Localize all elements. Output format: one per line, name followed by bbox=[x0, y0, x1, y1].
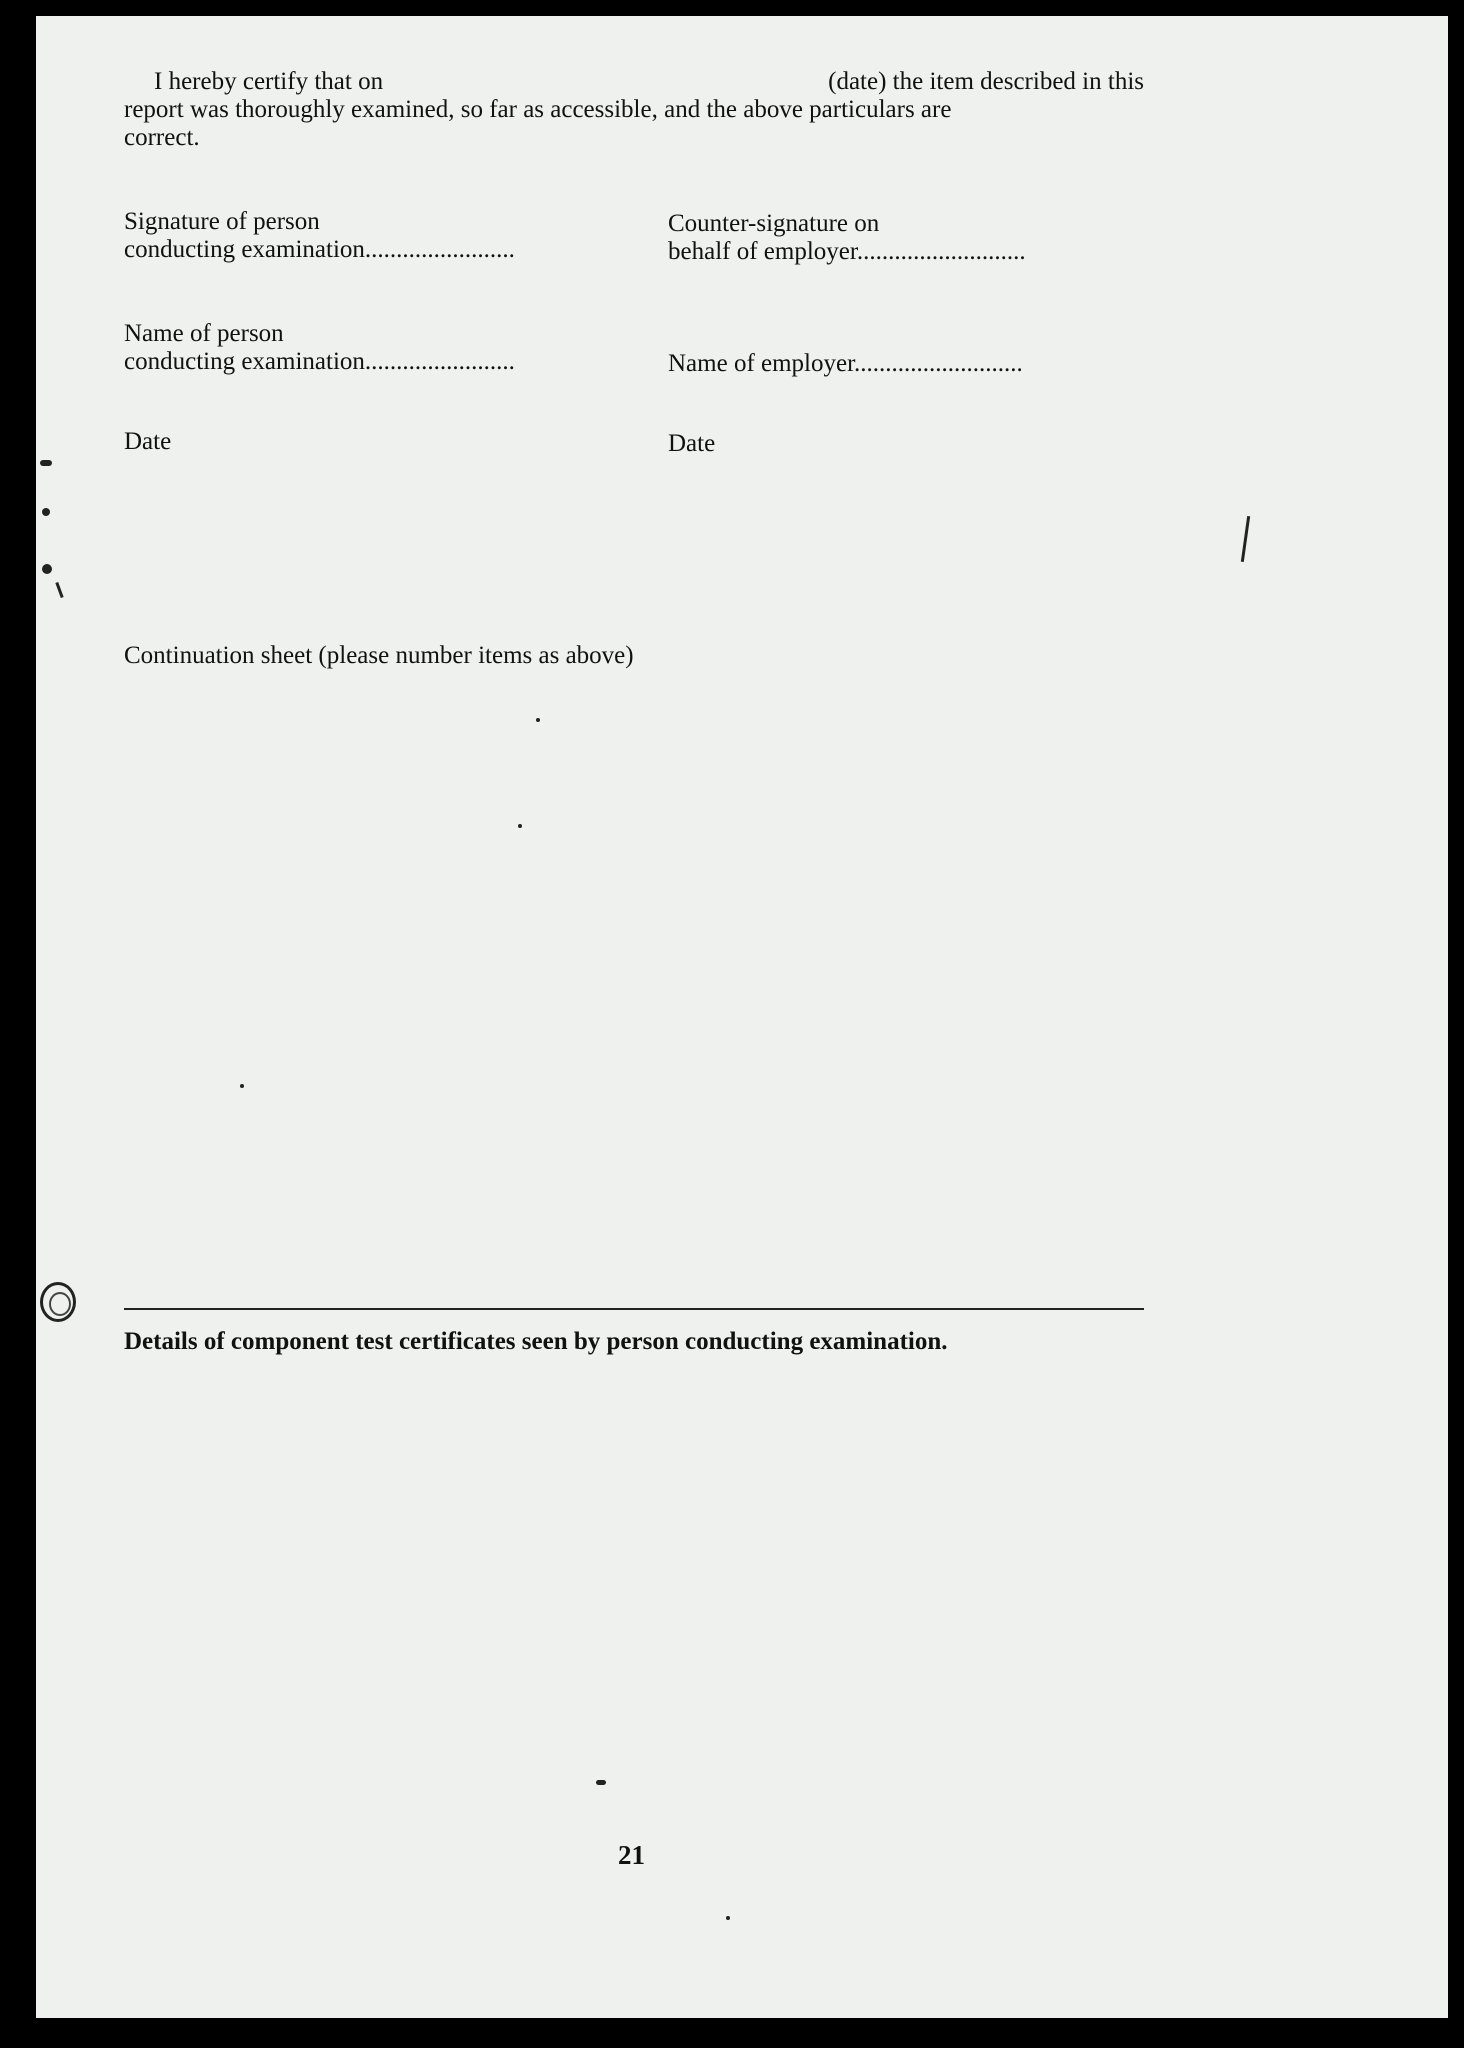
employer-name-label: Name of employer........................... bbox=[668, 350, 1023, 377]
counter-signature-label-line-1: Counter-signature on bbox=[668, 210, 880, 237]
signature-label-line-1: Signature of person bbox=[124, 208, 320, 235]
certification-line-2 bbox=[124, 96, 1144, 124]
counter-signature-label-line-2: behalf of employer........................... bbox=[668, 238, 1026, 265]
speck-mark bbox=[1241, 516, 1250, 562]
certification-part-3: report was thoroughly examined, so far as accessible, and the above particulars are bbox=[124, 96, 952, 123]
certification-line-1 bbox=[124, 68, 1144, 96]
section-divider bbox=[124, 1308, 1144, 1310]
speck-mark bbox=[518, 824, 522, 828]
speck-mark bbox=[42, 564, 52, 574]
examiner-date-label: Date bbox=[124, 428, 172, 455]
certification-part-1: I hereby certify that on bbox=[154, 68, 384, 95]
speck-mark bbox=[596, 1780, 606, 1785]
speck-mark bbox=[42, 508, 50, 516]
certification-part-2: (date) the item described in this bbox=[828, 68, 1144, 95]
continuation-heading: Continuation sheet (please number items as above) bbox=[124, 642, 634, 669]
speck-mark bbox=[40, 460, 52, 466]
details-heading: Details of component test certificates seen by person conducting examination. bbox=[124, 1328, 948, 1355]
certification-line-3: correct. bbox=[124, 124, 200, 151]
speck-mark bbox=[55, 582, 63, 598]
punch-hole-icon bbox=[40, 1282, 76, 1322]
speck-mark bbox=[726, 1916, 730, 1920]
page-number: 21 bbox=[618, 1840, 645, 1870]
speck-mark bbox=[240, 1084, 244, 1088]
document-page bbox=[36, 16, 1448, 2018]
name-label-line-1: Name of person bbox=[124, 320, 284, 347]
certification-paragraph bbox=[124, 68, 1144, 152]
employer-date-label: Date bbox=[668, 430, 716, 457]
name-label-line-2: conducting examination........................ bbox=[124, 348, 515, 375]
speck-mark bbox=[536, 718, 540, 722]
signature-label-line-2: conducting examination........................ bbox=[124, 236, 515, 263]
